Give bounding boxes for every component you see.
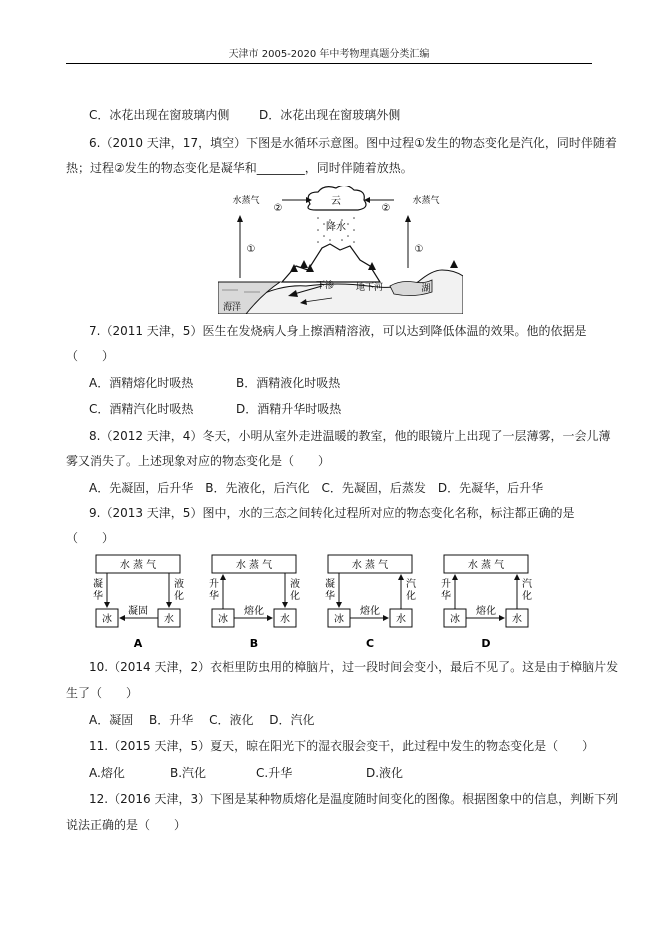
q11-option-d: D.液化 [366, 766, 404, 780]
q7-option-b: B．酒精液化时吸热 [236, 376, 341, 390]
q7-option-d: D．酒精升华时吸热 [236, 402, 342, 416]
q11-option-b: B.汽化 [170, 766, 207, 780]
process2-right-mark: ② [381, 203, 391, 214]
ocean-label: 海洋 [222, 303, 242, 313]
diagram-d-left-arrow-label-char-0: 升 [441, 579, 451, 590]
diagram-c-left-arrow-label-char-0: 凝 [325, 579, 335, 590]
diagram-b-ice-label: 冰 [218, 614, 228, 625]
diagram-c-right-arrow-label-char-1: 化 [406, 591, 416, 602]
groundwater-label: 地下河 [356, 283, 384, 293]
diagram-d-bottom-arrow-label: 熔化 [476, 606, 496, 617]
diagram-d-right-arrow-label-char-1: 化 [522, 591, 532, 602]
diagram-b-bottom-arrow-label: 熔化 [244, 606, 264, 617]
q8-text-line1: 8.（2012 天津，4）冬天，小明从室外走进温暖的教室，他的眼镜片上出现了一层薄雾，一会儿薄 [89, 429, 611, 443]
process1-left-mark: ① [246, 244, 256, 255]
q7-option-a: A．酒精熔化时吸热 [89, 376, 194, 390]
header-divider [66, 63, 592, 64]
q9-text-line1: 9.（2013 天津，5）图中，水的三态之间转化过程所对应的物态变化名称，标注都正确的是 [89, 506, 575, 520]
page-header: 天津市 2005-2020 年中考物理真题分类汇编 [228, 49, 430, 60]
process1-right-mark: ① [414, 244, 424, 255]
diagram-d-right-arrow-label-char-0: 汽 [522, 579, 532, 590]
q7-option-c: C．酒精汽化时吸热 [89, 402, 194, 416]
diagram-c-letter: C [365, 637, 375, 650]
q10-options: A．凝固 B．升华 C．液化 D．汽化 [89, 713, 315, 727]
q7-text-line1: 7.（2011 天津，5）医生在发烧病人身上擦酒精溶液，可以达到降低体温的效果。他的依据是 [89, 324, 587, 338]
q5-option-d: D．冰花出现在窗玻璃外侧 [259, 108, 401, 122]
diagram-b-water-label: 水 [280, 614, 290, 625]
diagram-d-water-label: 水 [512, 614, 522, 625]
q10-text-line2: 生了（ ） [66, 686, 139, 700]
three-states-diagrams [86, 553, 556, 653]
seep-label: 下渗 [316, 281, 335, 291]
diagram-c-water-label: 水 [396, 614, 406, 625]
diagram-c-ice-label: 冰 [334, 614, 344, 625]
mountain-shape [282, 244, 380, 282]
diagram-c-right-arrow-label-char-0: 汽 [406, 579, 416, 590]
diagram-c-vapor-label: 水 蒸 气 [351, 560, 389, 571]
arrowhead-left-up [237, 215, 243, 222]
q7-text-line2: （ ） [66, 349, 115, 363]
diagram-group [93, 555, 532, 650]
vapor-right-label: 水蒸气 [412, 196, 440, 206]
diagram-c-bottom-arrow-label: 熔化 [360, 606, 380, 617]
diagram-a-ice-label: 冰 [102, 614, 112, 625]
diagram-b-right-arrow-label-char-0: 液 [290, 579, 300, 590]
diagram-d-letter: D [481, 637, 491, 650]
cloud-label: 云 [331, 196, 341, 207]
diagram-a-right-arrow-label-char-0: 液 [174, 579, 184, 590]
diagram-b-left-arrow-label-char-0: 升 [209, 579, 219, 590]
arrowhead-right-up [405, 215, 411, 222]
q12-text-line2: 说法正确的是（ ） [66, 818, 187, 832]
diagram-b-vapor-label: 水 蒸 气 [235, 560, 273, 571]
q5-option-c: C．冰花出现在窗玻璃内侧 [89, 108, 230, 122]
q11-option-a: A.熔化 [89, 766, 125, 780]
diagram-a-letter: A [133, 637, 143, 650]
q8-options: A．先凝固，后升华 B．先液化，后汽化 C．先凝固，后蒸发 D．先凝华，后升华 [89, 481, 544, 495]
q9-text-line2: （ ） [66, 531, 115, 545]
q11-option-c: C.升华 [256, 766, 293, 780]
q8-text-line2: 雾又消失了。上述现象对应的物态变化是（ ） [66, 454, 331, 468]
diagram-d-vapor-label: 水 蒸 气 [467, 560, 505, 571]
diagram-a-left-arrow-label-char-1: 华 [93, 591, 103, 602]
rain-label: 降水 [326, 222, 346, 233]
process2-left-mark: ② [273, 203, 283, 214]
diagram-a-bottom-arrow-label: 凝固 [128, 606, 148, 617]
diagram-d-left-arrow-label-char-1: 华 [441, 591, 451, 602]
diagram-a-vapor-label: 水 蒸 气 [119, 560, 157, 571]
vapor-left-label: 水蒸气 [232, 196, 260, 206]
lake-label: 湖 [421, 284, 431, 294]
diagram-b-left-arrow-label-char-1: 华 [209, 591, 219, 602]
diagram-a-water-label: 水 [164, 614, 174, 625]
q6-text-line2: 热；过程②发生的物态变化是凝华和________，同时伴随着放热。 [66, 161, 413, 175]
diagram-b-letter: B [249, 637, 259, 650]
q10-text-line1: 10.（2014 天津，2）衣柜里防虫用的樟脑片，过一段时间会变小，最后不见了。这是由于樟脑片发 [89, 660, 619, 674]
diagram-b-right-arrow-label-char-1: 化 [290, 591, 300, 602]
q6-text-line1: 6.（2010 天津，17，填空）下图是水循环示意图。图中过程①发生的物态变化是汽化，同时伴随着 [89, 136, 617, 150]
diagram-a-right-arrow-label-char-1: 化 [174, 591, 184, 602]
diagram-a-left-arrow-label-char-0: 凝 [93, 579, 103, 590]
diagram-d-ice-label: 冰 [450, 614, 460, 625]
q11-text-line1: 11.（2015 天津，5）夏天，晾在阳光下的湿衣服会变干，此过程中发生的物态变化是（ ） [89, 739, 595, 753]
q12-text-line1: 12.（2016 天津，3）下图是某种物质熔化是温度随时间变化的图像。根据图象中的信息，判断下列 [89, 792, 619, 806]
diagram-c-left-arrow-label-char-1: 华 [325, 591, 335, 602]
water-cycle-figure [218, 186, 463, 314]
